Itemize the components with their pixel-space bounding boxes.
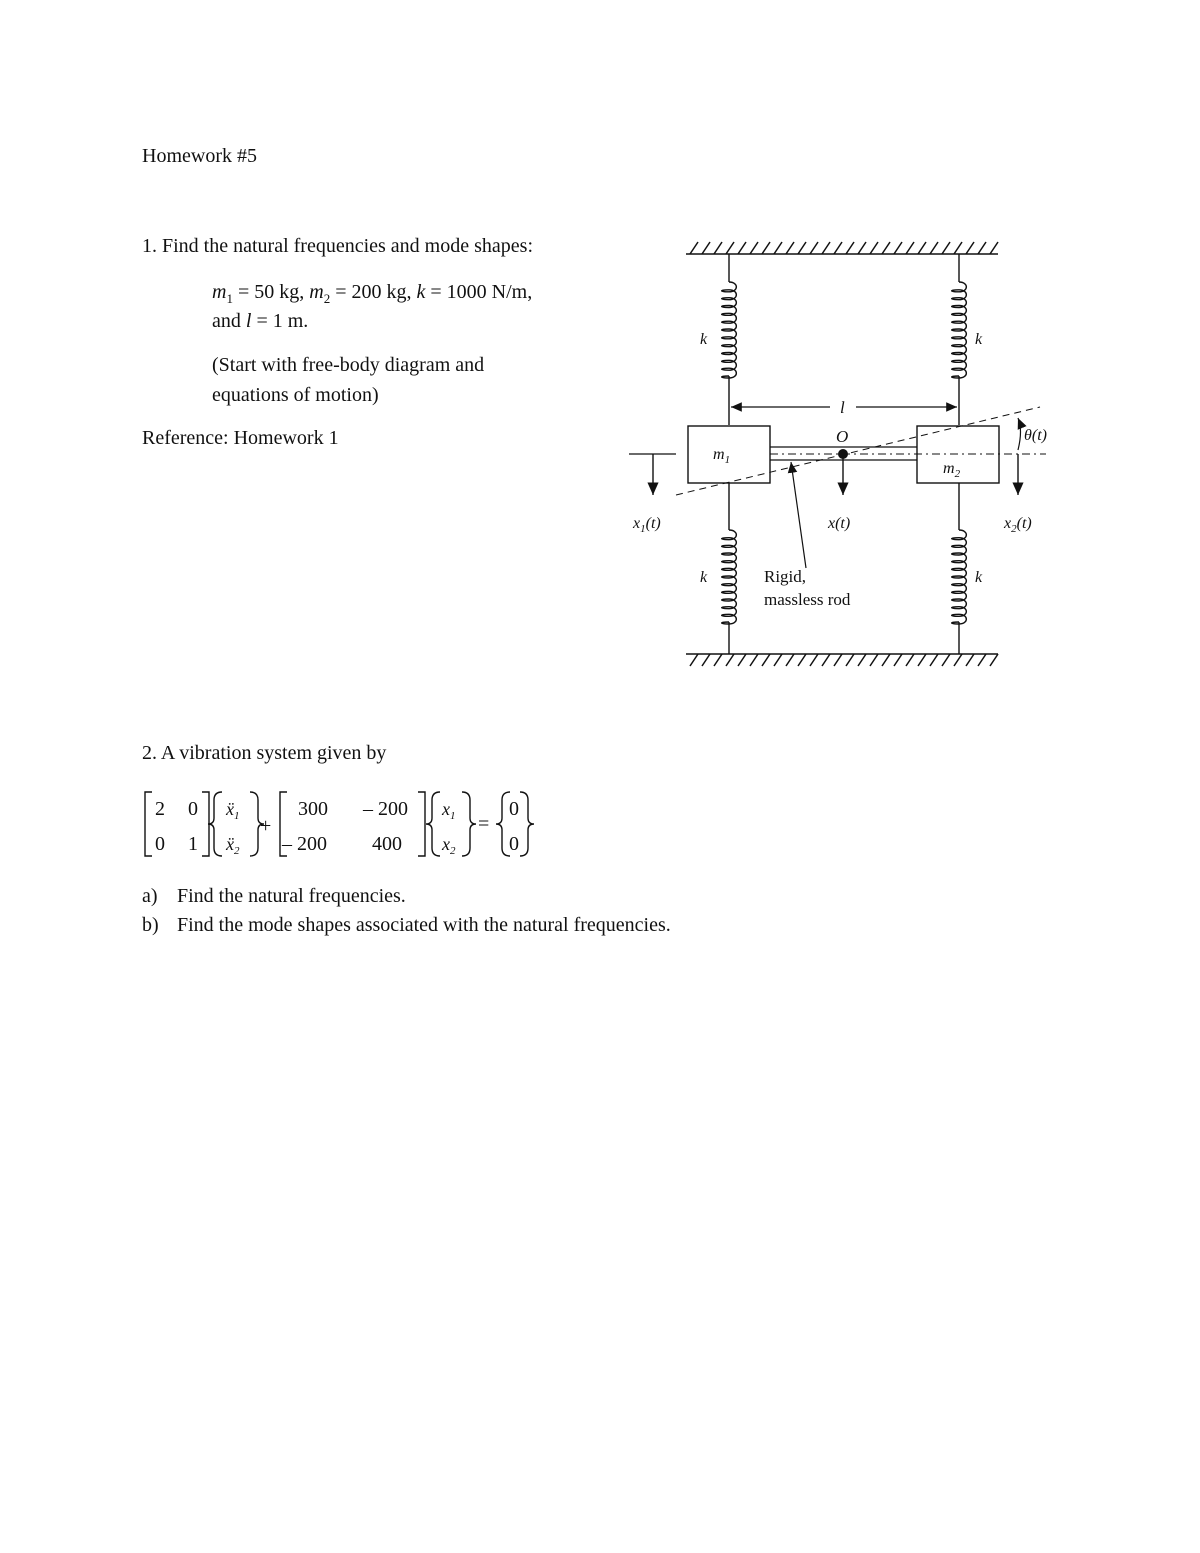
hatch-mark	[846, 242, 854, 254]
x2-label: $x_2(t)$	[1004, 515, 1032, 535]
accel-entry: ẍ$_1$	[226, 799, 240, 822]
hatch-mark	[750, 242, 758, 254]
stiffness-matrix-cell: 300	[298, 798, 328, 820]
hatch-mark	[822, 242, 830, 254]
hatch-mark	[690, 242, 698, 254]
hatch-mark	[894, 242, 902, 254]
plus-sign: +	[260, 815, 272, 837]
hatch-mark	[870, 242, 878, 254]
hatch-mark	[786, 242, 794, 254]
hatch-mark	[786, 654, 794, 666]
hatch-mark	[762, 242, 770, 254]
reference-line: Reference: Homework 1	[142, 427, 339, 449]
rhs-vector-left-brace	[496, 792, 510, 856]
rod-label-line2: massless rod	[764, 590, 851, 609]
hatch-mark	[738, 242, 746, 254]
theta-arc	[1018, 418, 1021, 450]
hatch-mark	[870, 654, 878, 666]
rhs-vector-right-brace	[520, 792, 534, 856]
hatch-mark	[858, 242, 866, 254]
page-title: Homework #5	[142, 145, 257, 167]
l-symbol: l	[245, 310, 252, 332]
problem2-heading: 2. A vibration system given by	[142, 742, 387, 764]
spring-label-bottom-right: k	[975, 569, 983, 586]
accel-entry: ẍ$_2$	[226, 834, 240, 857]
hatch-mark	[774, 242, 782, 254]
stiffness-matrix-cell: – 200	[363, 798, 408, 820]
hatch-mark	[942, 242, 950, 254]
equals-sign: =	[478, 813, 490, 835]
length-label: l	[840, 398, 845, 417]
x1-label: $x_1(t)$	[633, 515, 661, 535]
problem1-heading: 1. Find the natural frequencies and mode shapes:	[142, 235, 533, 257]
spring-label-top-right: k	[975, 331, 983, 348]
spring-top-left	[722, 254, 737, 425]
m1-value: = 50 kg,	[232, 281, 310, 303]
part-a-text: Find the natural frequencies.	[177, 885, 406, 907]
m1-symbol: m	[212, 281, 227, 303]
instruction-line2: equations of motion)	[212, 384, 379, 406]
rod-label-line1: Rigid,	[764, 567, 807, 586]
hatch-mark	[846, 654, 854, 666]
part-a-label: a)	[142, 885, 158, 907]
hatch-mark	[810, 654, 818, 666]
hatch-mark	[918, 654, 926, 666]
spring-top-right	[952, 254, 967, 425]
mass-matrix-cell: 0	[188, 798, 198, 820]
stiffness-matrix-right-bracket	[418, 792, 425, 856]
hatch-mark	[930, 654, 938, 666]
mass2-label: $m_2$	[943, 460, 961, 480]
ceiling-hatch	[686, 242, 998, 254]
spring-bottom-right	[952, 483, 967, 654]
hatch-mark	[906, 654, 914, 666]
mass1-label: $m_1$	[713, 446, 731, 466]
hatch-mark	[702, 654, 710, 666]
part-b-label: b)	[142, 914, 159, 936]
hatch-mark	[702, 242, 710, 254]
rhs-entry: 0	[509, 833, 519, 855]
m2-subscript: 2	[323, 291, 331, 306]
hatch-mark	[822, 654, 830, 666]
mass-matrix-right-bracket	[202, 792, 209, 856]
rhs-entry: 0	[509, 798, 519, 820]
theta-label: θ(t)	[1024, 427, 1047, 444]
spring-label-bottom-left: k	[700, 569, 708, 586]
mass-matrix-cell: 1	[188, 833, 198, 855]
hatch-mark	[882, 654, 890, 666]
hatch-mark	[834, 654, 842, 666]
hatch-mark	[738, 654, 746, 666]
hatch-mark	[714, 242, 722, 254]
disp-entry: $x_1$	[442, 799, 456, 822]
hatch-mark	[930, 242, 938, 254]
line2-prefix: and	[212, 310, 246, 332]
m1-subscript: 1	[226, 291, 233, 306]
mass-matrix-cell: 2	[155, 798, 165, 820]
hatch-mark	[762, 654, 770, 666]
hatch-mark	[858, 654, 866, 666]
hatch-mark	[726, 654, 734, 666]
hatch-mark	[882, 242, 890, 254]
ground-hatch	[686, 654, 998, 666]
center-of-mass-dot	[838, 449, 848, 459]
hatch-mark	[954, 242, 962, 254]
two-mass-rod-diagram	[0, 0, 1200, 700]
hatch-mark	[798, 654, 806, 666]
hatch-mark	[714, 654, 722, 666]
mass-matrix-cell: 0	[155, 833, 165, 855]
hatch-mark	[690, 654, 698, 666]
part-b-text: Find the mode shapes associated with the natural frequencies.	[177, 914, 671, 936]
hatch-mark	[966, 242, 974, 254]
hatch-mark	[942, 654, 950, 666]
m2-symbol: m	[309, 281, 324, 303]
hatch-mark	[978, 654, 986, 666]
spring-bottom-left	[722, 483, 737, 654]
hatch-mark	[894, 654, 902, 666]
hatch-mark	[966, 654, 974, 666]
m2-value: = 200 kg,	[330, 281, 417, 303]
hatch-mark	[750, 654, 758, 666]
matrix-equation	[140, 788, 540, 863]
hatch-mark	[954, 654, 962, 666]
stiffness-matrix-cell: – 200	[282, 833, 327, 855]
rod-pointer-line	[791, 462, 806, 568]
x-label: x(t)	[828, 515, 851, 532]
hatch-mark	[990, 654, 998, 666]
hatch-mark	[990, 242, 998, 254]
line2-suffix: = 1 m.	[251, 310, 309, 332]
k-value: = 1000 N/m,	[425, 281, 533, 303]
disp-vector-left-brace	[426, 792, 440, 856]
hatch-mark	[978, 242, 986, 254]
disp-entry: $x_2$	[442, 834, 456, 857]
center-label: O	[836, 427, 849, 446]
hatch-mark	[798, 242, 806, 254]
k-symbol: k	[416, 281, 426, 303]
stiffness-matrix-cell: 400	[372, 833, 402, 855]
accel-vector-left-brace	[208, 792, 222, 856]
spring-label-top-left: k	[700, 331, 708, 348]
disp-vector-right-brace	[462, 792, 476, 856]
hatch-mark	[918, 242, 926, 254]
hatch-mark	[834, 242, 842, 254]
hatch-mark	[810, 242, 818, 254]
instruction-line1: (Start with free-body diagram and	[212, 354, 485, 376]
hatch-mark	[726, 242, 734, 254]
hatch-mark	[906, 242, 914, 254]
hatch-mark	[774, 654, 782, 666]
mass-matrix-left-bracket	[145, 792, 152, 856]
